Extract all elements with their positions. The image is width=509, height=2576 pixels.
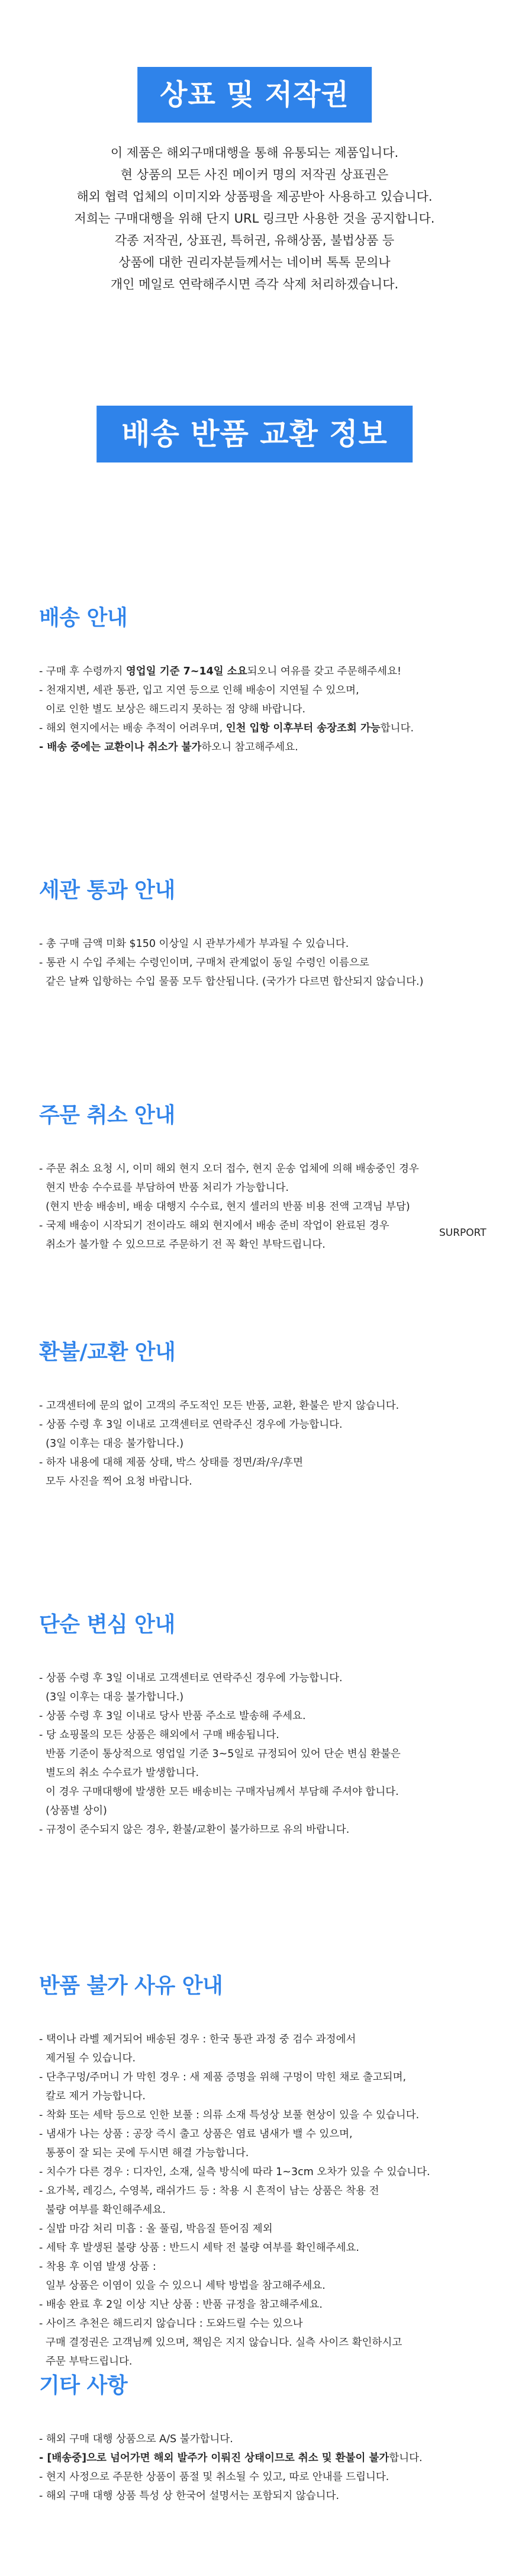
section-line: - 착용 후 이염 발생 상품 :: [39, 2261, 156, 2273]
section-line: - 당 쇼핑몰의 모든 상품은 해외에서 구매 배송됩니다.: [39, 1729, 279, 1741]
section-line: - 상품 수령 후 3일 이내로 당사 반품 주소로 발송해 주세요.: [39, 1710, 306, 1722]
copyright-line: 해외 협력 업체의 이미지와 상품평을 제공받아 사용하고 있습니다.: [76, 189, 433, 204]
section-title: 세관 통과 안내: [39, 878, 175, 902]
section-customs: [39, 873, 477, 991]
section-line: - 총 구매 금액 미화 $150 이상일 시 관부가세가 부과될 수 있습니다.: [39, 938, 349, 950]
line-text: - 해외 현지에서는 배송 추적이 어려우며,: [39, 722, 226, 734]
section-line: (3일 이후는 대응 불가합니다.): [39, 1438, 184, 1450]
section-list: [39, 1669, 477, 1839]
copyright-line: 상품에 대한 권리자분들께서는 네이버 톡톡 문의나: [118, 255, 391, 269]
section-line: 이 경우 구매대행에 발생한 모든 배송비는 구매자님께서 부담해 주셔야 합니다.: [39, 1786, 399, 1798]
section-list: [39, 2030, 477, 2371]
section-shipping: [39, 601, 477, 757]
section-line: 반품 기준이 통상적으로 영업일 기준 3~5일로 규정되어 있어 단순 변심 환불은: [39, 1748, 401, 1760]
section-title: 주문 취소 안내: [39, 1103, 175, 1128]
section-list: [39, 934, 477, 991]
section-line: - 택이나 라벨 제거되어 배송된 경우 : 한국 통관 과정 중 검수 과정에서: [39, 2034, 356, 2045]
copyright-line: 저희는 구매대행을 위해 단지 URL 링크만 사용한 것을 공지합니다.: [74, 211, 435, 226]
section-title: 기타 사항: [39, 2373, 128, 2398]
section-line: - 상품 수령 후 3일 이내로 고객센터로 연락주신 경우에 가능합니다.: [39, 1672, 343, 1684]
copyright-banner: 상표 및 저작권: [137, 67, 372, 123]
emphasis-text: - 배송 중에는 교환이나 취소가 불가: [39, 741, 202, 753]
line-text: - 구매 후 수령까지: [39, 666, 126, 677]
shipping-info-banner: 배송 반품 교환 정보: [96, 406, 413, 462]
section-line: 주문 부탁드립니다.: [39, 2356, 133, 2368]
section-line: - 세탁 후 발생된 불량 상품 : 반드시 세탁 전 불량 여부를 확인해주세요.: [39, 2242, 359, 2254]
section-line: (상품별 상이): [39, 1805, 107, 1817]
section-cancel: [39, 1099, 477, 1254]
section-title: 반품 불가 사유 안내: [39, 1974, 223, 1998]
line-text: 하오니 참고해주세요.: [201, 741, 298, 753]
section-line: - 천재지변, 세관 통관, 입고 지연 등으로 인해 배송이 지연될 수 있으며,: [39, 685, 359, 696]
section-line: - 하자 내용에 대해 제품 상태, 박스 상태를 정면/좌/우/후면: [39, 1457, 303, 1469]
section-line: - 실밥 마감 처리 미흡 : 올 풀림, 박음질 뜯어짐 제외: [39, 2223, 273, 2235]
section-line: - 해외 구매 대행 상품으로 A/S 불가합니다.: [39, 2433, 233, 2445]
copyright-notice: [0, 142, 509, 295]
line-text: 되오니 여유를 갖고 주문해주세요!: [247, 666, 401, 677]
section-line: 현지 반송 수수료를 부담하여 반품 처리가 가능합니다.: [39, 1182, 289, 1194]
section-line: (3일 이후는 대응 불가합니다.): [39, 1691, 184, 1703]
section-title: 배송 안내: [39, 606, 128, 630]
copyright-line: 이 제품은 해외구매대행을 통해 유통되는 제품입니다.: [110, 146, 399, 160]
section-line: 별도의 취소 수수료가 발생합니다.: [39, 1767, 199, 1779]
emphasis-text: - [배송중]으로 넘어가면 해외 발주가 이뤄진 상태이므로 취소 및 환불이 불가: [39, 2452, 389, 2464]
copyright-line: 현 상품의 모든 사진 메이커 명의 저작권 상표권은: [120, 168, 389, 182]
section-line: - 해외 구매 대행 상품 특성 상 한국어 설명서는 포함되지 않습니다.: [39, 2490, 340, 2502]
line-text: 합니다.: [389, 2452, 423, 2464]
section-non-returnable: [39, 1969, 477, 2371]
section-line: - 국제 배송이 시작되기 전이라도 해외 현지에서 배송 준비 작업이 완료된 경우: [39, 1220, 389, 1232]
copyright-line: 각종 저작권, 상표권, 특허권, 유해상품, 불법상품 등: [114, 233, 395, 248]
section-line: 통풍이 잘 되는 곳에 두시면 해결 가능합니다.: [39, 2147, 249, 2159]
section-line: - 단추구멍/주머니 가 막힌 경우 : 새 제품 증명을 위해 구멍이 막힌 채로 출고되며,: [39, 2071, 407, 2083]
section-line: 이로 인한 별도 보상은 해드리지 못하는 점 양해 바랍니다.: [39, 704, 306, 715]
section-change-of-mind: [39, 1608, 477, 1839]
section-line: - 현지 사정으로 주문한 상품이 품절 및 취소될 수 있고, 따로 안내를 드립니다.: [39, 2471, 389, 2483]
section-line: - 상품 수령 후 3일 이내로 고객센터로 연락주신 경우에 가능합니다.: [39, 1419, 343, 1431]
section-line: 같은 날짜 입항하는 수입 물품 모두 합산됩니다. (국가가 다르면 합산되지 않습니다.): [39, 976, 424, 988]
section-line: [39, 662, 477, 681]
section-line: (현지 반송 배송비, 배송 대행지 수수료, 현지 셀러의 반품 비용 전액 고객님 부담): [39, 1201, 410, 1213]
section-line: 구매 결정권은 고객님께 있으며, 책임은 지지 않습니다. 실측 사이즈 확인하시고: [39, 2337, 402, 2349]
section-line: - 치수가 다른 경우 : 디자인, 소재, 실측 방식에 따라 1~3cm 오차가 있을 수 있습니다.: [39, 2166, 430, 2178]
section-line: 칼로 제거 가능합니다.: [39, 2090, 146, 2102]
section-line: [39, 738, 477, 757]
section-line: [39, 2449, 477, 2468]
section-list: [39, 1159, 477, 1254]
section-list: [39, 662, 477, 757]
section-line: - 요가복, 레깅스, 수영복, 래쉬가드 등 : 착용 시 흔적이 남는 상품은 착용 전: [39, 2185, 379, 2197]
section-line: - 사이즈 추천은 해드리지 않습니다 : 도와드릴 수는 있으나: [39, 2318, 303, 2330]
section-line: - 착화 또는 세탁 등으로 인한 보풀 : 의류 소재 특성상 보풀 현상이 있을 수 있습니다.: [39, 2109, 420, 2121]
copyright-line: 개인 메일로 연락해주시면 즉각 삭제 처리하겠습니다.: [110, 277, 399, 291]
section-line: - 통관 시 수입 주체는 수령인이며, 구매처 관계없이 동일 수령인 이름으로: [39, 957, 369, 969]
section-list: [39, 2430, 477, 2506]
section-etc: [39, 2369, 477, 2506]
emphasis-text: 영업일 기준 7~14일 소요: [125, 666, 247, 677]
section-line: - 고객센터에 문의 없이 고객의 주도적인 모든 반품, 교환, 환불은 받지 않습니다.: [39, 1400, 400, 1412]
section-title: 환불/교환 안내: [39, 1340, 176, 1364]
section-line: 일부 상품은 이염이 있을 수 있으니 세탁 방법을 참고해주세요.: [39, 2280, 326, 2292]
section-list: [39, 1396, 477, 1491]
section-title: 단순 변심 안내: [39, 1613, 175, 1637]
section-refund-exchange: [39, 1335, 477, 1491]
emphasis-text: 인천 입항 이후부터 송장조회 가능: [225, 722, 381, 734]
section-line: - 냄새가 나는 상품 : 공장 즉시 출고 상품은 염료 냄새가 밸 수 있으며,: [39, 2128, 353, 2140]
section-line: 취소가 불가할 수 있으므로 주문하기 전 꼭 확인 부탁드립니다.: [39, 1239, 326, 1251]
section-line: - 규정이 준수되지 않은 경우, 환불/교환이 불가하므로 유의 바랍니다.: [39, 1824, 350, 1836]
section-line: [39, 719, 477, 738]
section-line: - 주문 취소 요청 시, 이미 해외 현지 오더 접수, 현지 운송 업체에 의해 배송중인 경우: [39, 1163, 419, 1175]
line-text: 합니다.: [380, 722, 414, 734]
support-label: SURPORT: [439, 1227, 487, 1239]
section-line: - 배송 완료 후 2일 이상 지난 상품 : 반품 규정을 참고해주세요.: [39, 2299, 323, 2311]
section-line: 제거될 수 있습니다.: [39, 2053, 136, 2064]
section-line: 불량 여부를 확인해주세요.: [39, 2204, 166, 2216]
section-line: 모두 사진을 찍어 요청 바랍니다.: [39, 1476, 192, 1488]
